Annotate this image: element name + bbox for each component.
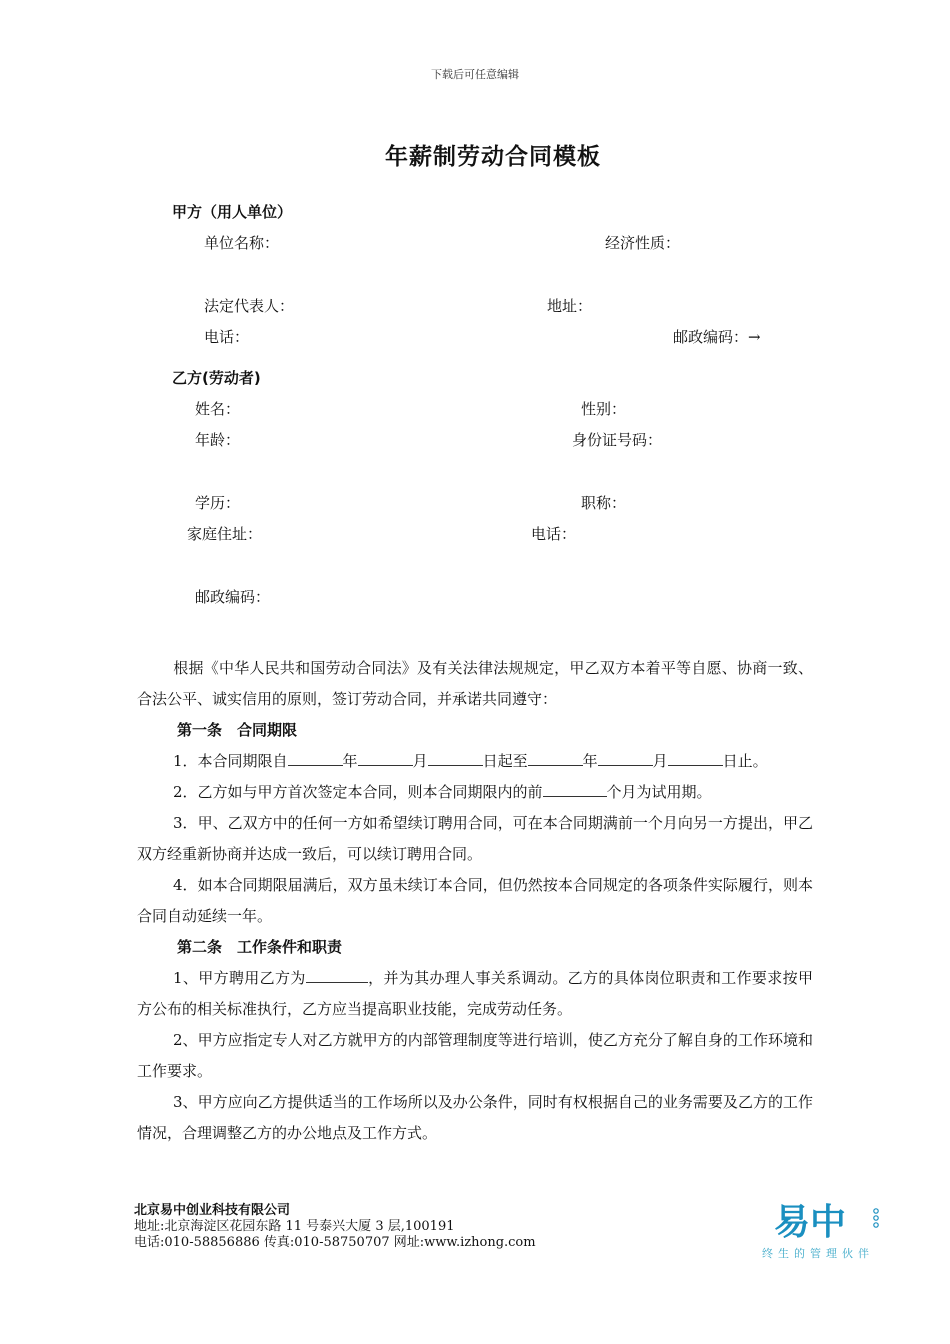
party-b-postcode-label: 邮政编码： <box>195 588 271 606</box>
logo-dot-3 <box>874 1223 878 1227</box>
footer-company-info <box>134 1203 536 1251</box>
party-a-legal-rep-label: 法定代表人： <box>204 297 295 315</box>
party-b-gender-label: 性别： <box>581 400 627 418</box>
party-b-id-label: 身份证号码： <box>572 431 663 449</box>
article-1-clause-4: 4．如本合同期限届满后，双方虽未续订本合同，但仍然按本合同规定的各项条件实际履行，则本合同自动延续一年。 <box>137 876 813 925</box>
party-a-postcode-label: 邮政编码：→ <box>673 328 761 346</box>
party-a-nature-label: 经济性质： <box>605 234 681 252</box>
party-a-unit-name-label: 单位名称： <box>204 234 280 252</box>
logo-slogan: 终生的管理伙伴 <box>762 1247 874 1260</box>
footer-contact: 电话:010-58856886 传真:010-58750707 网址:www.izhong.com <box>134 1235 536 1250</box>
article-1-clause-2: 2．乙方如与甲方首次签定本合同，则本合同期限内的前 个月为试用期。 <box>173 783 712 801</box>
intro-paragraph: 根据《中华人民共和国劳动合同法》及有关法律法规规定，甲乙双方本着平等自愿、协商一致、合法公平、诚实信用的原则，签订劳动合同，并承诺共同遵守： <box>137 659 813 708</box>
footer-company-name: 北京易中创业科技有限公司 <box>134 1203 291 1218</box>
footer-address: 地址:北京海淀区花园东路 11 号泰兴大厦 3 层,100191 <box>134 1219 455 1234</box>
party-a-address-label: 地址： <box>547 297 593 315</box>
logo-text: 易中 <box>774 1202 847 1242</box>
party-b-age-label: 年龄： <box>195 431 241 449</box>
article-2-clause-2: 2、甲方应指定专人对乙方就甲方的内部管理制度等进行培训，使乙方充分了解自身的工作环境和工作要求。 <box>137 1031 813 1080</box>
party-b-phone-label: 电话： <box>531 525 577 543</box>
party-b-name-label: 姓名： <box>195 400 241 418</box>
document-title: 年薪制劳动合同模板 <box>385 144 601 170</box>
party-b-heading: 乙方(劳动者) <box>172 369 261 387</box>
company-logo <box>770 1198 890 1246</box>
party-b-education-label: 学历： <box>195 494 241 512</box>
article-1-clause-1: 1．本合同期限自 年 月 日起至 年 月 日止。 <box>173 752 768 770</box>
party-b-title-label: 职称： <box>581 494 627 512</box>
article-1-clause-3: 3．甲、乙双方中的任何一方如希望续订聘用合同，可在本合同期满前一个月向另一方提出，甲乙双方经重新协商并达成一致后，可以续订聘用合同。 <box>137 814 813 863</box>
party-a-phone-label: 电话： <box>204 328 250 346</box>
article-2-clause-1: 1、甲方聘用乙方为 ，并为其办理人事关系调动。乙方的具体岗位职责和工作要求按甲方公布的相关标准执行，乙方应当提高职业技能，完成劳动任务。 <box>137 969 813 1018</box>
party-a-heading: 甲方（用人单位） <box>172 203 293 221</box>
party-b-home-address-label: 家庭住址： <box>187 525 263 543</box>
page-header-note: 下载后可任意编辑 <box>431 68 519 81</box>
yizhong-logo-mark <box>770 1198 890 1242</box>
logo-dot-1 <box>874 1209 878 1213</box>
article-2-clause-3: 3、甲方应向乙方提供适当的工作场所以及办公条件，同时有权根据自己的业务需要及乙方的工作情况，合理调整乙方的办公地点及工作方式。 <box>137 1093 813 1142</box>
logo-dot-2 <box>874 1216 878 1220</box>
article-1-title: 第一条 合同期限 <box>177 721 298 739</box>
article-2-title: 第二条 工作条件和职责 <box>177 938 343 956</box>
